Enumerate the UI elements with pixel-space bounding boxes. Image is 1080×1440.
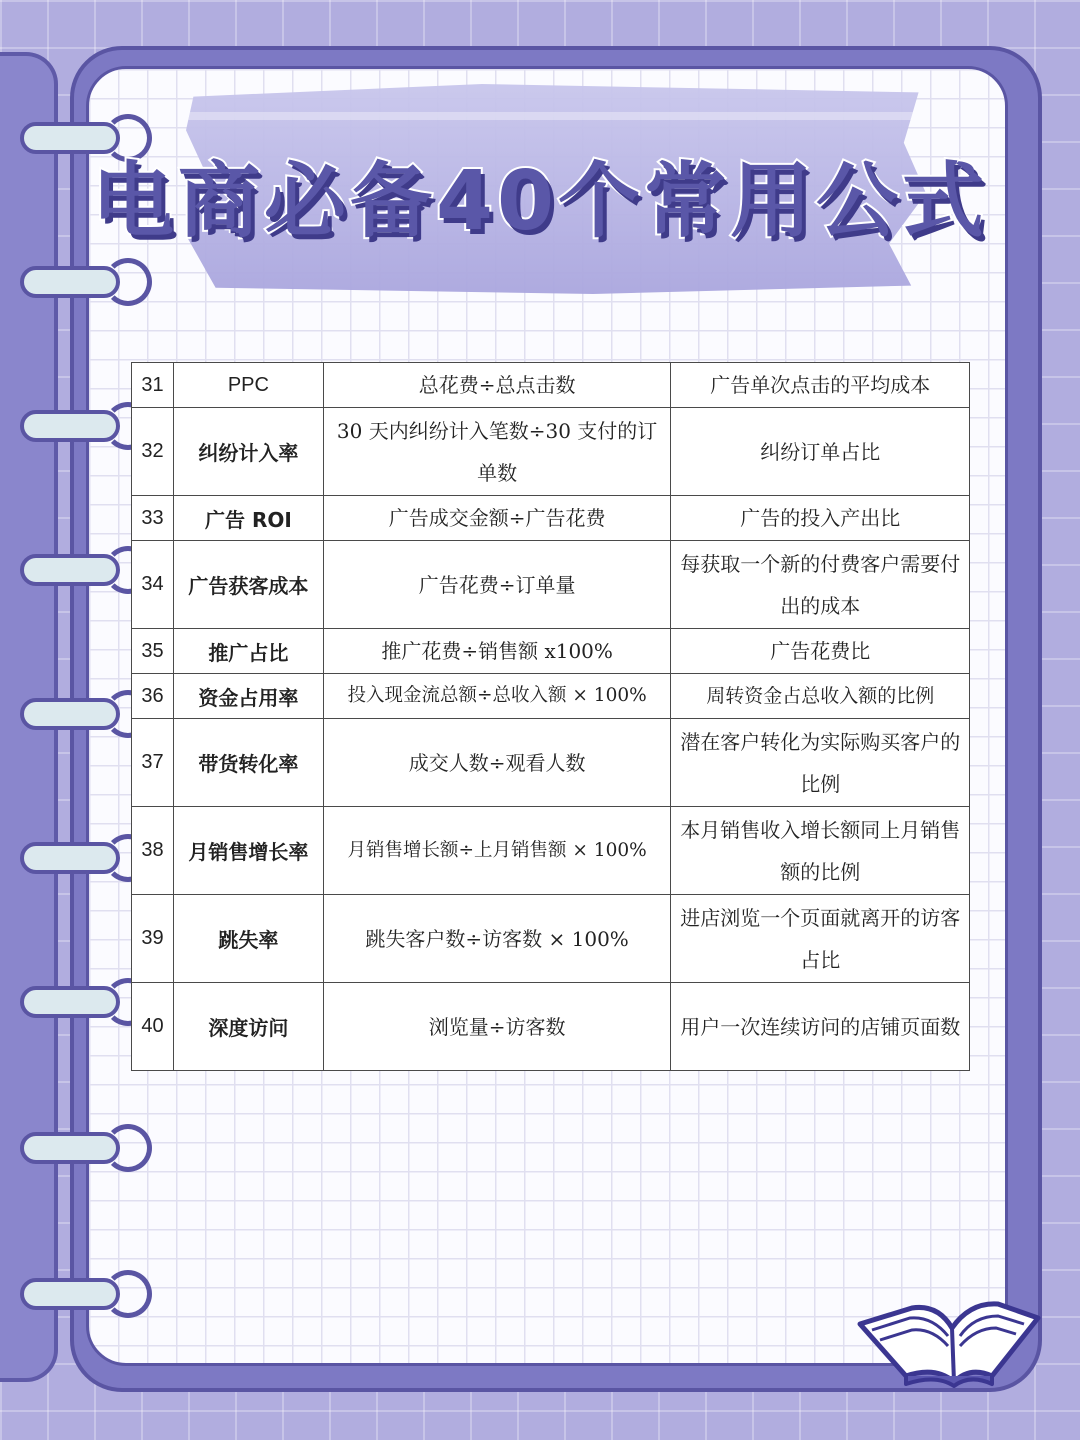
ring-binder-icon — [20, 1270, 138, 1320]
row-number: 35 — [132, 629, 174, 674]
table-row — [132, 895, 970, 983]
metric-meaning: 进店浏览一个页面就离开的访客占比 — [671, 895, 970, 983]
metric-meaning: 潜在客户转化为实际购买客户的比例 — [671, 719, 970, 807]
metric-name: 广告获客成本 — [173, 541, 323, 629]
table-row — [132, 674, 970, 719]
row-number: 40 — [132, 983, 174, 1071]
metric-meaning: 广告单次点击的平均成本 — [671, 363, 970, 408]
metric-meaning: 纠纷订单占比 — [671, 408, 970, 496]
page-title: 电商必备40个常用公式 — [91, 154, 989, 249]
formula-table — [131, 362, 970, 1071]
metric-formula: 广告成交金额÷广告花费 — [323, 496, 671, 541]
table-row — [132, 496, 970, 541]
metric-formula: 成交人数÷观看人数 — [323, 719, 671, 807]
ring-binder-icon — [20, 258, 138, 308]
row-number: 38 — [132, 807, 174, 895]
ring-binder-icon — [20, 978, 138, 1028]
table-row — [132, 807, 970, 895]
metric-name: 深度访问 — [173, 983, 323, 1071]
metric-formula: 30 天内纠纷计入笔数÷30 支付的订单数 — [323, 408, 671, 496]
row-number: 34 — [132, 541, 174, 629]
metric-meaning: 每获取一个新的付费客户需要付出的成本 — [671, 541, 970, 629]
row-number: 31 — [132, 363, 174, 408]
metric-name: 月销售增长率 — [173, 807, 323, 895]
row-number: 32 — [132, 408, 174, 496]
row-number: 33 — [132, 496, 174, 541]
ring-binder-icon — [20, 690, 138, 740]
metric-formula: 推广花费÷销售额 x100% — [323, 629, 671, 674]
metric-meaning: 广告的投入产出比 — [671, 496, 970, 541]
row-number: 39 — [132, 895, 174, 983]
metric-formula: 月销售增长额÷上月销售额 × 100% — [323, 807, 671, 895]
metric-name: 纠纷计入率 — [173, 408, 323, 496]
metric-meaning: 用户一次连续访问的店铺页面数 — [671, 983, 970, 1071]
metric-name: 跳失率 — [173, 895, 323, 983]
metric-formula: 总花费÷总点击数 — [323, 363, 671, 408]
metric-meaning: 本月销售收入增长额同上月销售额的比例 — [671, 807, 970, 895]
table-row — [132, 719, 970, 807]
metric-formula: 跳失客户数÷访客数 × 100% — [323, 895, 671, 983]
metric-name: 广告 ROI — [173, 496, 323, 541]
row-number: 37 — [132, 719, 174, 807]
ring-binder-icon — [20, 1124, 138, 1174]
table-row — [132, 408, 970, 496]
metric-name: 推广占比 — [173, 629, 323, 674]
metric-name: 带货转化率 — [173, 719, 323, 807]
metric-formula: 浏览量÷访客数 — [323, 983, 671, 1071]
open-book-icon — [852, 1288, 1048, 1388]
metric-formula: 投入现金流总额÷总收入额 × 100% — [323, 674, 671, 719]
ring-binder-icon — [20, 546, 138, 596]
table-row — [132, 629, 970, 674]
table-row — [132, 363, 970, 408]
metric-name: PPC — [173, 363, 323, 408]
metric-meaning: 周转资金占总收入额的比例 — [671, 674, 970, 719]
table-row — [132, 983, 970, 1071]
table-row — [132, 541, 970, 629]
metric-name: 资金占用率 — [173, 674, 323, 719]
ring-binder-icon — [20, 402, 138, 452]
ring-binder-icon — [20, 834, 138, 884]
row-number: 36 — [132, 674, 174, 719]
metric-meaning: 广告花费比 — [671, 629, 970, 674]
metric-formula: 广告花费÷订单量 — [323, 541, 671, 629]
